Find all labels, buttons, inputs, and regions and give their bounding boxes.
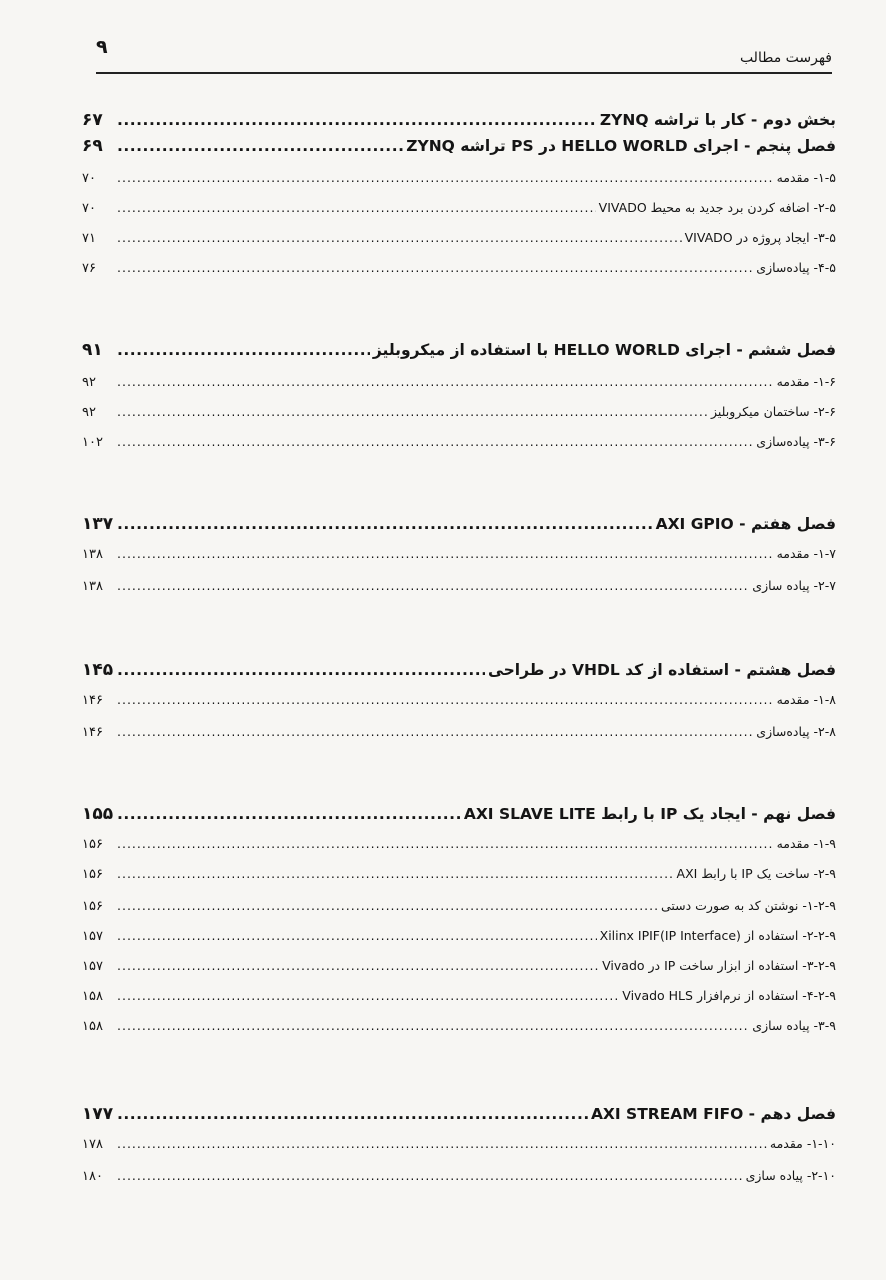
- toc-title: ۱-۲-۹- نوشتن کد به صورت دستی: [660, 898, 836, 913]
- toc-title: ۱-۱۰- مقدمه: [769, 1136, 836, 1151]
- toc-chapter-6[interactable]: [82, 340, 836, 360]
- toc-page: ۹۱: [82, 340, 103, 360]
- toc-title: فصل هفتم - AXI GPIO: [655, 515, 836, 533]
- dot-leader: [117, 111, 597, 129]
- toc-entry[interactable]: [82, 1018, 836, 1034]
- toc-page: ۱۴۶: [82, 693, 103, 708]
- dot-leader: [117, 928, 597, 943]
- toc-title: ۲-۶- ساختمان میکروبلیز: [711, 404, 836, 419]
- dot-leader: [117, 230, 682, 245]
- dot-leader: [117, 578, 749, 593]
- page-number: ۹: [96, 36, 108, 58]
- toc-page: ۱۷۸: [82, 1137, 103, 1152]
- dot-leader: [117, 341, 370, 359]
- header-rule: [96, 72, 832, 74]
- toc-page: ۷۶: [82, 261, 96, 276]
- toc-entry[interactable]: [82, 434, 836, 450]
- dot-leader: [117, 515, 653, 533]
- toc-page: ۷۱: [82, 231, 96, 246]
- toc-page: ۱۰۲: [82, 435, 103, 450]
- toc-title: فصل ششم - اجرای HELLO WORLD با استفاده از میکروبلیز: [372, 341, 836, 359]
- toc-entry[interactable]: [82, 898, 836, 914]
- dot-leader: [117, 898, 658, 913]
- toc-page: ۱۵۶: [82, 867, 103, 882]
- dot-leader: [117, 1105, 588, 1123]
- toc-title: ۱-۷- مقدمه: [776, 546, 836, 561]
- toc-title: ۱-۶- مقدمه: [776, 374, 836, 389]
- dot-leader: [117, 958, 599, 973]
- dot-leader: [117, 200, 596, 215]
- toc-page: ۹۲: [82, 405, 96, 420]
- toc-page: ۹۲: [82, 375, 96, 390]
- toc-title: ۳-۹- پیاده سازی: [752, 1018, 836, 1033]
- toc-entry[interactable]: [82, 260, 836, 276]
- toc-entry[interactable]: [82, 988, 836, 1004]
- toc-page: ۱۴۵: [82, 660, 114, 680]
- toc-chapter-9[interactable]: [82, 804, 836, 824]
- toc-entry[interactable]: [82, 546, 836, 562]
- toc-title: ۲-۷- پیاده سازی: [752, 578, 836, 593]
- toc-entry[interactable]: [82, 578, 836, 594]
- toc-part-heading[interactable]: [82, 110, 836, 130]
- toc-page: ۶۷: [82, 110, 103, 130]
- toc-title: ۲-۸- پیاده‌سازی: [756, 724, 836, 739]
- toc-entry[interactable]: [82, 724, 836, 740]
- toc-entry[interactable]: [82, 836, 836, 852]
- toc-title: فصل نهم - ایجاد یک IP با رابط AXI SLAVE LITE: [463, 805, 836, 823]
- toc-page: ۱۵۸: [82, 1019, 103, 1034]
- toc-title: ۲-۲-۹- استفاده از Xilinx IPIF(IP Interface): [599, 928, 836, 943]
- dot-leader: [117, 170, 774, 185]
- dot-leader: [117, 692, 774, 707]
- toc-title: ۳-۵- ایجاد پروژه در VIVADO: [684, 230, 836, 245]
- toc-page: ۷۰: [82, 201, 96, 216]
- toc-title: فصل پنجم - اجرای HELLO WORLD در PS تراشه ZYNQ: [406, 137, 836, 155]
- toc-page: ۱۳۷: [82, 514, 114, 534]
- toc-page: ۱۵۶: [82, 837, 103, 852]
- toc-entry[interactable]: [82, 866, 836, 882]
- toc-page: ۱۵۷: [82, 929, 103, 944]
- dot-leader: [117, 137, 403, 155]
- dot-leader: [117, 1136, 767, 1151]
- toc-title: فصل هشتم - استفاده از کد VHDL در طراحی: [487, 661, 836, 679]
- toc-page: ۱۵۷: [82, 959, 103, 974]
- dot-leader: [117, 805, 461, 823]
- dot-leader: [117, 374, 774, 389]
- dot-leader: [117, 1168, 743, 1183]
- toc-title: ۲-۱۰- پیاده سازی: [745, 1168, 836, 1183]
- toc-chapter-7[interactable]: [82, 514, 836, 534]
- dot-leader: [117, 260, 753, 275]
- dot-leader: [117, 988, 619, 1003]
- toc-entry[interactable]: [82, 958, 836, 974]
- toc-page: ۱۸۰: [82, 1169, 103, 1184]
- dot-leader: [117, 404, 708, 419]
- toc-title: ۳-۶- پیاده‌سازی: [756, 434, 836, 449]
- toc-page: ۷۰: [82, 171, 96, 186]
- running-head: فهرست مطالب: [739, 50, 832, 66]
- dot-leader: [117, 546, 774, 561]
- toc-entry[interactable]: [82, 374, 836, 390]
- toc-page: ۱۵۵: [82, 804, 114, 824]
- toc-title: ۴-۵- پیاده‌سازی: [756, 260, 836, 275]
- toc-entry[interactable]: [82, 1168, 836, 1184]
- toc-title: ۴-۲-۹- استفاده از نرم‌افزار Vivado HLS: [622, 988, 836, 1003]
- toc-title: ۱-۹- مقدمه: [776, 836, 836, 851]
- toc-page: ۱۵۶: [82, 899, 103, 914]
- dot-leader: [117, 866, 674, 881]
- toc-title: ۳-۲-۹- استفاده از ابزار ساخت IP در Vivado: [602, 958, 836, 973]
- dot-leader: [117, 724, 753, 739]
- toc-entry[interactable]: [82, 692, 836, 708]
- toc-page: ۱۳۸: [82, 579, 103, 594]
- toc-entry[interactable]: [82, 170, 836, 186]
- toc-entry[interactable]: [82, 928, 836, 944]
- toc-page: ۶۹: [82, 136, 103, 156]
- toc-entry[interactable]: [82, 1136, 836, 1152]
- toc-entry[interactable]: [82, 230, 836, 246]
- toc-title: ۱-۸- مقدمه: [776, 692, 836, 707]
- toc-title: ۱-۵- مقدمه: [776, 170, 836, 185]
- toc-chapter-5[interactable]: [82, 136, 836, 156]
- toc-page: ۱۴۶: [82, 725, 103, 740]
- toc-page: ۱۷۷: [82, 1104, 114, 1124]
- toc-entry[interactable]: [82, 404, 836, 420]
- toc-title: بخش دوم - کار با تراشه ZYNQ: [599, 111, 836, 129]
- toc-chapter-10[interactable]: [82, 1104, 836, 1124]
- toc-entry[interactable]: [82, 200, 836, 216]
- dot-leader: [117, 836, 774, 851]
- dot-leader: [117, 661, 485, 679]
- dot-leader: [117, 434, 753, 449]
- toc-chapter-8[interactable]: [82, 660, 836, 680]
- toc-title: فصل دهم - AXI STREAM FIFO: [590, 1105, 836, 1123]
- toc-title: ۲-۹- ساخت یک IP با رابط AXI: [676, 866, 836, 881]
- dot-leader: [117, 1018, 749, 1033]
- toc-page: ۱۵۸: [82, 989, 103, 1004]
- toc-title: ۲-۵- اضافه کردن برد جدید به محیط VIVADO: [598, 200, 836, 215]
- toc-page: ۱۳۸: [82, 547, 103, 562]
